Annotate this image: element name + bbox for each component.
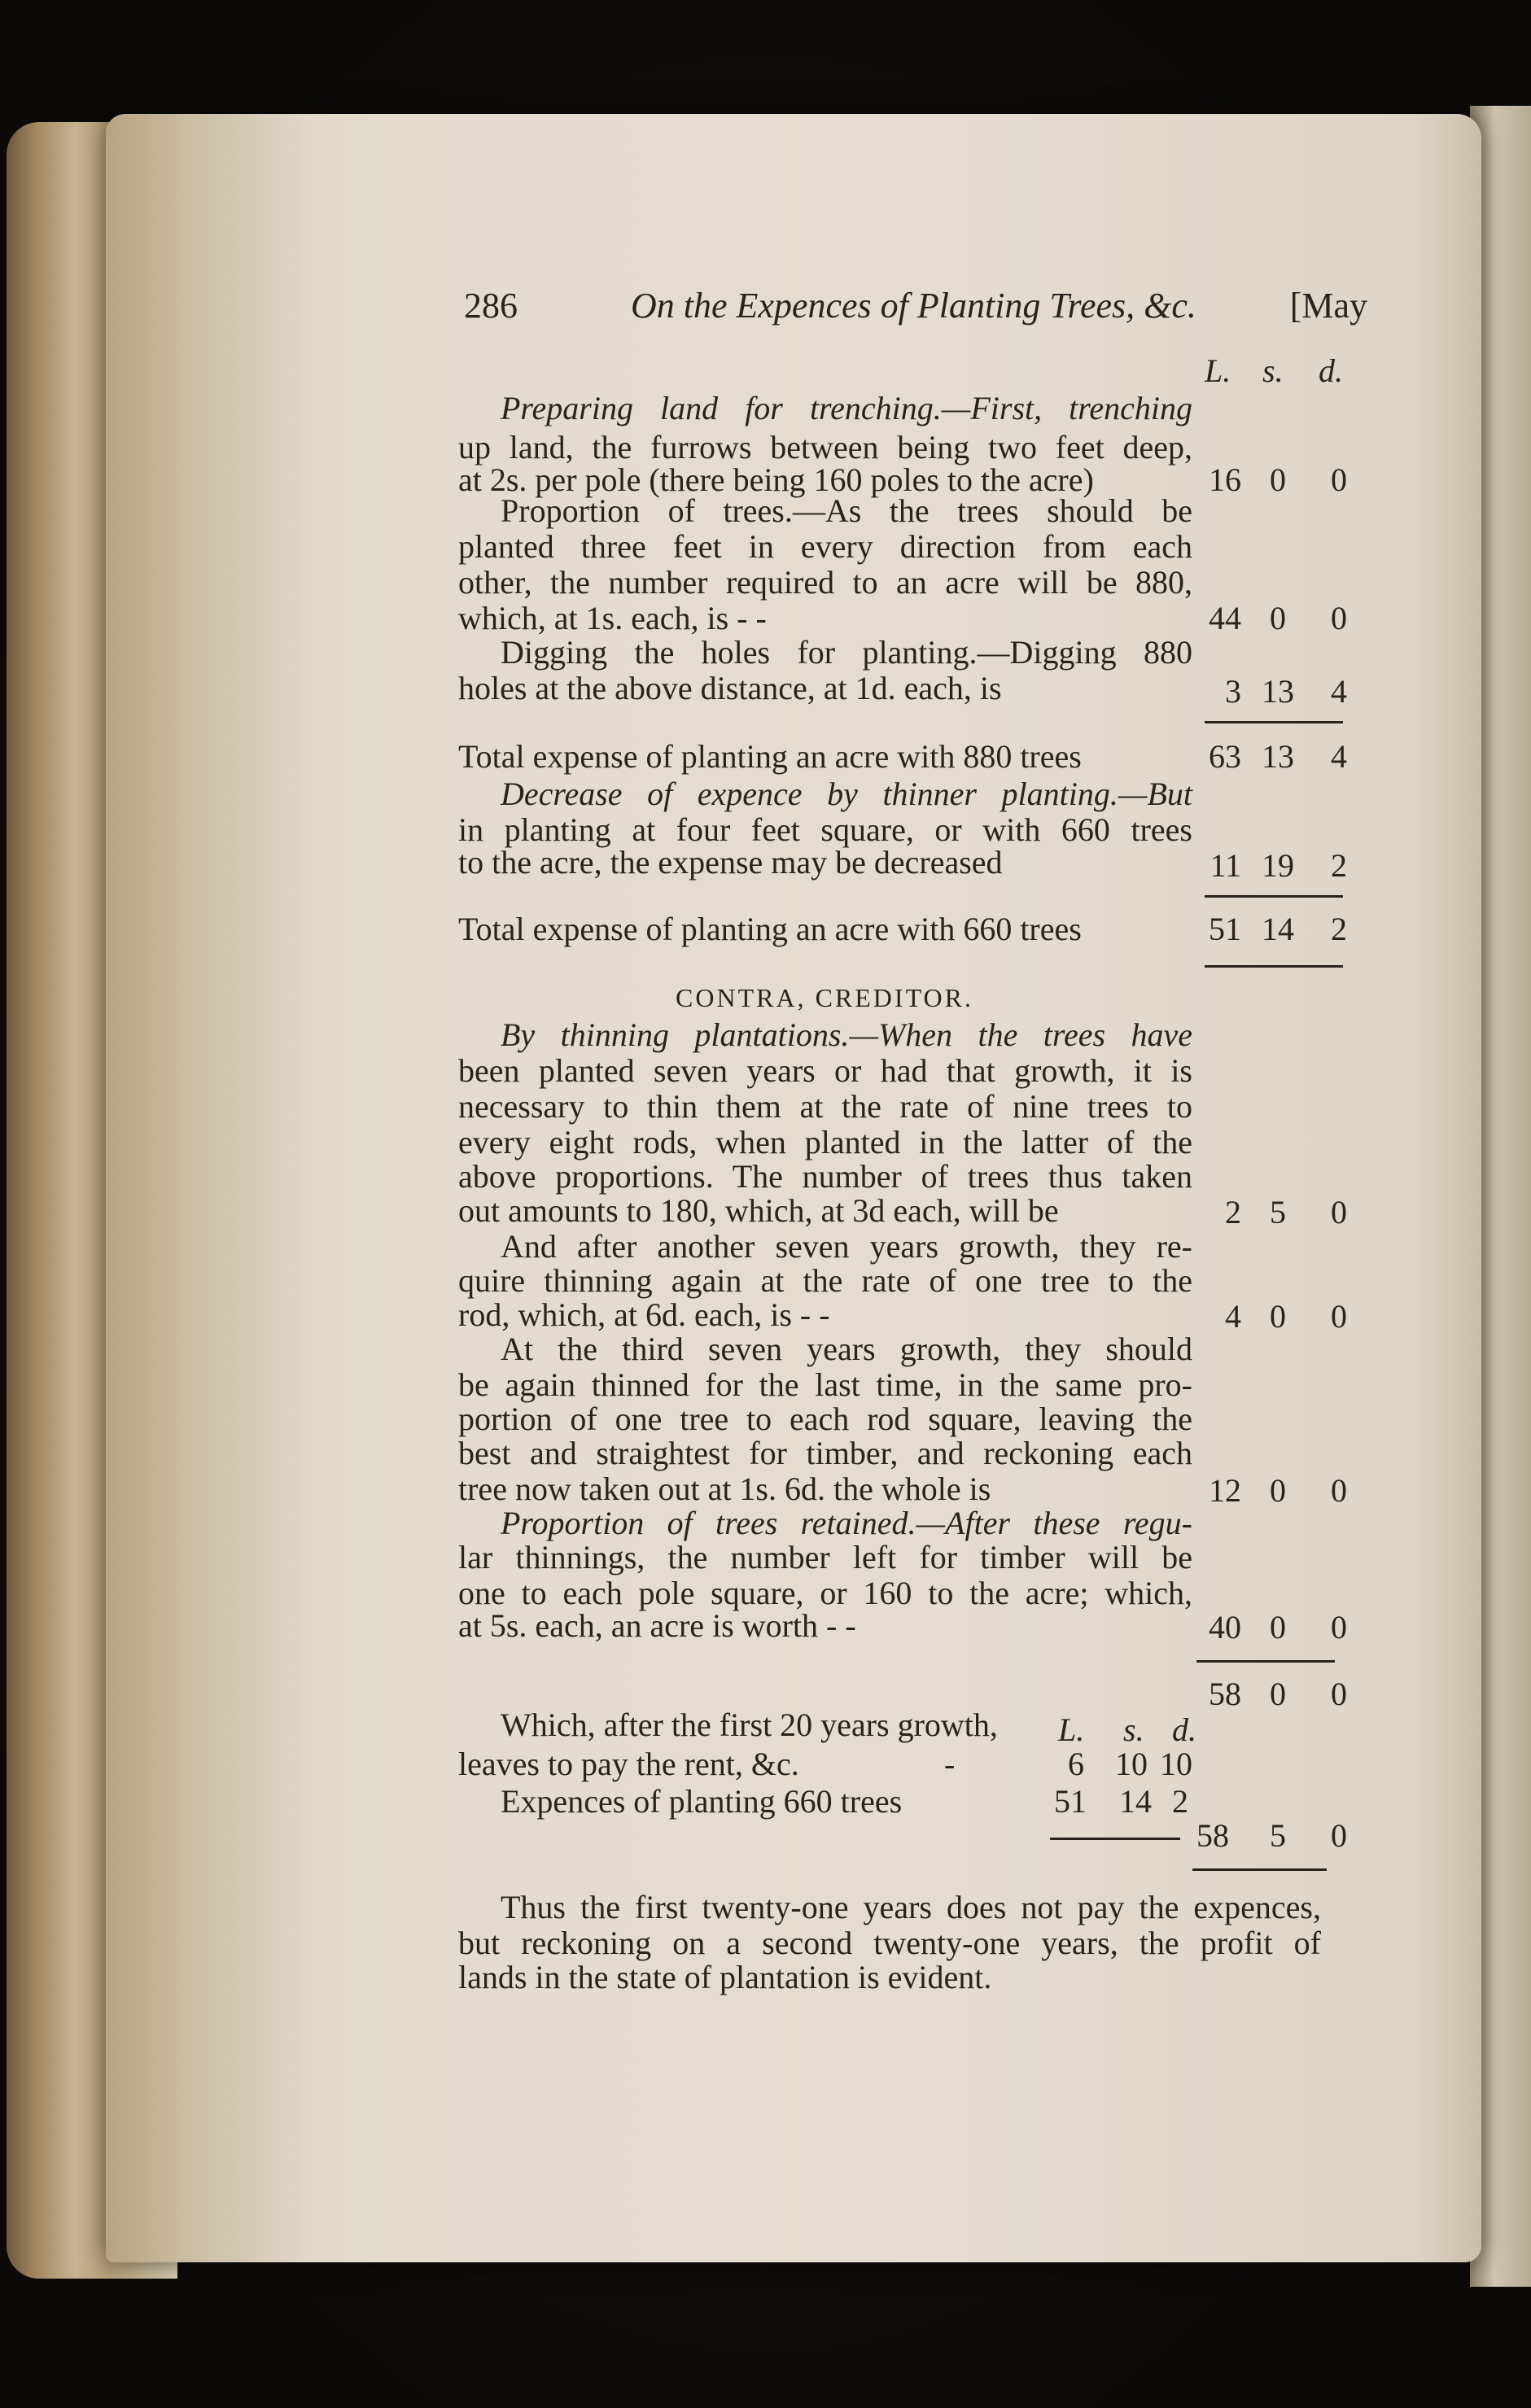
credit-line: at 5s. each, an acre is worth - - (458, 1607, 856, 1644)
credit-line: quire thinning again at the rate of one tree to the (458, 1262, 1192, 1299)
debit-total-line: Total expense of planting an acre with 880 trees (458, 738, 1082, 775)
amount-shillings: 0 (1270, 1472, 1286, 1509)
credit-line: By thinning plantations.—When the trees have (501, 1016, 1192, 1053)
amount-pence: 0 (1331, 1194, 1347, 1230)
conclusion-line: but reckoning on a second twenty-one years, the profit of (458, 1925, 1321, 1961)
amount-shillings: 0 (1270, 1298, 1286, 1335)
debit-line: in planting at four feet square, or with 660 trees (458, 811, 1192, 848)
amount-shillings: 0 (1270, 461, 1286, 498)
rent-shillings: 10 (1115, 1746, 1148, 1782)
debit-line: Decrease of expence by thinner planting.—But (501, 776, 1192, 812)
total-rule (1192, 1868, 1327, 1871)
amount-shillings: 5 (1270, 1194, 1286, 1230)
amount-pounds: 16 (1209, 461, 1241, 498)
amount-shillings: 0 (1270, 600, 1286, 636)
page-stain (106, 114, 309, 2262)
debit-line: to the acre, the expense may be decreased (458, 844, 1003, 881)
credit-line: portion of one tree to each rod square, leaving the (458, 1401, 1192, 1437)
amount-pounds: 2 (1225, 1194, 1241, 1230)
conclusion-line: Thus the first twenty-one years does not pay the expences, (501, 1889, 1321, 1925)
inner-pence-heading: d. (1172, 1711, 1196, 1748)
amount-shillings: 19 (1262, 847, 1294, 884)
amount-shillings: 14 (1262, 911, 1294, 947)
balance-line: leaves to pay the rent, &c. (458, 1746, 799, 1782)
rent-pence: 10 (1160, 1746, 1192, 1782)
debit-line: Digging the holes for planting.—Digging 880 (501, 634, 1192, 671)
amount-pence: 4 (1331, 673, 1347, 710)
total-rule (1205, 965, 1343, 968)
sum-rule (1205, 721, 1343, 723)
amount-pounds: 3 (1225, 673, 1241, 710)
planting-pence: 2 (1172, 1783, 1188, 1820)
credit-line: be again thinned for the last time, in the same pro- (458, 1366, 1192, 1403)
pounds-heading: L. (1205, 352, 1231, 389)
amount-pence: 0 (1331, 600, 1347, 636)
amount-pounds: 11 (1209, 847, 1241, 884)
amount-pounds: 40 (1209, 1609, 1241, 1645)
total-pounds: 58 (1196, 1817, 1229, 1854)
amount-pence: 0 (1331, 1609, 1347, 1645)
credit-line: tree now taken out at 1s. 6d. the whole is (458, 1471, 991, 1507)
amount-pence: 0 (1331, 1676, 1347, 1712)
amount-shillings: 0 (1270, 1609, 1286, 1645)
amount-pence: 0 (1331, 461, 1347, 498)
debit-line: at 2s. per pole (there being 160 poles to the acre) (458, 461, 1094, 498)
amount-shillings: 0 (1270, 1676, 1286, 1712)
credit-line: been planted seven years or had that growth, it is (458, 1052, 1192, 1089)
credit-line: best and straightest for timber, and reckoning each (458, 1435, 1192, 1471)
amount-pence: 2 (1331, 911, 1347, 947)
amount-pence: 2 (1331, 847, 1347, 884)
credit-line: And after another seven years growth, they re- (501, 1228, 1192, 1265)
credit-line: Proportion of trees retained.—After these regu- (501, 1505, 1192, 1541)
debit-line: Proportion of trees.—As the trees should be (501, 492, 1192, 529)
credit-line: rod, which, at 6d. each, is - - (458, 1296, 830, 1333)
amount-shillings: 13 (1262, 673, 1294, 710)
total-shillings: 5 (1270, 1817, 1286, 1854)
credit-line: every eight rods, when planted in the latter of the (458, 1124, 1192, 1160)
amount-pounds: 51 (1209, 911, 1241, 947)
balance-line: Which, after the first 20 years growth, (501, 1707, 998, 1743)
inner-shillings-heading: s. (1123, 1711, 1144, 1748)
debit-line: other, the number required to an acre will be 880, (458, 564, 1192, 601)
planting-pounds: 51 (1054, 1783, 1087, 1820)
amount-pounds: 63 (1209, 738, 1241, 775)
debit-line: which, at 1s. each, is - - (458, 600, 767, 636)
debit-line: Preparing land for trenching.—First, trenching (501, 390, 1192, 426)
header-month: [May (1289, 286, 1367, 326)
amount-pence: 0 (1331, 1472, 1347, 1509)
credit-line: necessary to thin them at the rate of nine trees to (458, 1088, 1192, 1125)
debit-line: planted three feet in every direction from each (458, 528, 1192, 565)
balance-line: Expences of planting 660 trees (501, 1783, 903, 1820)
debit-line: up land, the furrows between being two feet deep, (458, 429, 1192, 465)
planting-shillings: 14 (1119, 1783, 1152, 1820)
amount-pounds: 44 (1209, 600, 1241, 636)
credit-line: out amounts to 180, which, at 3d each, will be (458, 1192, 1059, 1229)
pence-heading: d. (1319, 352, 1343, 389)
debit-line: holes at the above distance, at 1d. each, is (458, 670, 1002, 706)
amount-pounds: 4 (1225, 1298, 1241, 1335)
running-header (464, 285, 1367, 334)
credit-line: above proportions. The number of trees thus taken (458, 1158, 1192, 1195)
bracket-rule (1050, 1838, 1180, 1840)
credit-line: lar thinnings, the number left for timber will be (458, 1539, 1192, 1575)
dash: - (944, 1746, 956, 1782)
page-number: 286 (464, 286, 518, 326)
amount-pence: 4 (1331, 738, 1347, 775)
amount-pence: 0 (1331, 1298, 1347, 1335)
sum-rule (1196, 1660, 1335, 1663)
inner-pounds-heading: L. (1058, 1711, 1085, 1748)
credit-line: At the third seven years growth, they should (501, 1331, 1192, 1367)
conclusion-line: lands in the state of plantation is evident. (458, 1959, 992, 1995)
credit-line: one to each pole square, or 160 to the acre; which, (458, 1575, 1192, 1611)
total-pence: 0 (1331, 1817, 1347, 1854)
contra-heading: CONTRA, CREDITOR. (676, 983, 973, 1012)
rent-pounds: 6 (1068, 1746, 1084, 1782)
shillings-heading: s. (1262, 352, 1284, 389)
running-title: On the Expences of Planting Trees, &c. (631, 286, 1196, 326)
sum-rule (1205, 895, 1343, 898)
amount-pounds: 58 (1209, 1676, 1241, 1712)
debit-total-line: Total expense of planting an acre with 660 trees (458, 911, 1082, 947)
amount-pounds: 12 (1209, 1472, 1241, 1509)
amount-shillings: 13 (1262, 738, 1294, 775)
